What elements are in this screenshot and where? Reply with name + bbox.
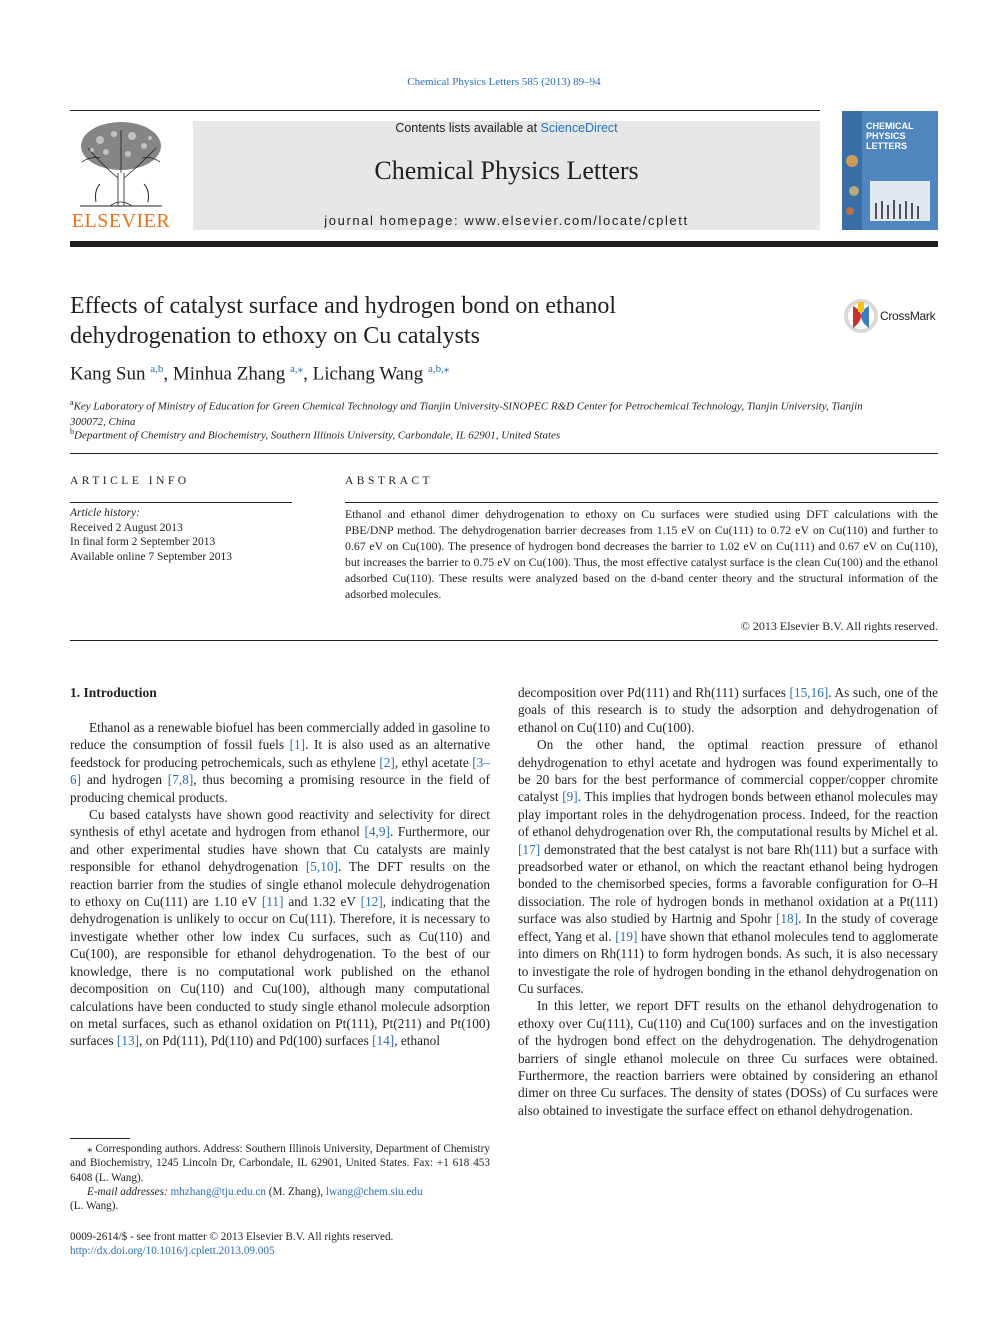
journal-homepage[interactable]: journal homepage: www.elsevier.com/locate/cplett	[324, 213, 689, 228]
left-column	[70, 719, 490, 1050]
intro-paragraph-2	[70, 806, 490, 1050]
citation-link[interactable]: [9]	[562, 789, 578, 805]
email-label: E-mail addresses:	[87, 1185, 168, 1198]
cover-title-line3: LETTERS	[866, 141, 908, 151]
paragraph-text: , on Pd(111), Pd(110) and Pd(100) surfaces	[139, 1033, 373, 1049]
contents-prefix: Contents lists available at	[395, 121, 541, 135]
abstract-text: Ethanol and ethanol dimer dehydrogenation to ethoxy on Cu surfaces were studied using DFT calculations with the PBE/DNP method. The dehydrogenation barrier decreases from 1.15 eV on Cu(111) to 0.72 eV on Cu(110) and further to 0.67 eV on Cu(100). The presence of hydrogen bond decreases the barrier to 1.02 eV on Cu(111) and 0.67 eV on Cu(110), but increases the barrier to 0.75 eV on Cu(100). Thus, the most effective catalyst surface is the clean Cu(100) and the ethanol adsorbed Cu(110). These results were analyzed based on the d-band center theory and the structural information of the adsorbed molecules.	[345, 507, 938, 601]
citation-link[interactable]: [17]	[518, 841, 541, 857]
intro-paragraph-1	[70, 719, 490, 806]
article-info-divider	[70, 502, 292, 503]
affiliation-a-marker: a	[70, 398, 74, 407]
author-affiliation-marker[interactable]: a,⁎	[290, 363, 304, 375]
citation-link[interactable]: [18]	[775, 911, 799, 927]
abstract-divider	[345, 502, 938, 503]
cover-title-line1: CHEMICAL	[866, 121, 914, 131]
paragraph-text: Cu based catalysts have shown good reactivity and selectivity for direct synthesis of ethyl acetate and hydrogen from ethanol	[70, 807, 490, 840]
abstract-copyright: © 2013 Elsevier B.V. All rights reserved.	[740, 619, 938, 633]
right-column	[518, 684, 938, 1119]
crossmark-icon[interactable]	[843, 298, 879, 334]
article-title-line1: Effects of catalyst surface and hydrogen bond on ethanol	[70, 293, 617, 319]
elsevier-wordmark: ELSEVIER	[71, 210, 171, 232]
citation-link[interactable]: [3–6]	[70, 754, 490, 788]
abstract-heading: ABSTRACT	[345, 475, 434, 487]
paragraph-text: . In the study of coverage effect, Yang et al.	[518, 911, 939, 944]
paragraph-text: . As such, one of the goals of this research is to study the adsorption and dehydrogenation of ethanol on Cu(110) and Cu(100).	[518, 685, 938, 735]
paragraph-text: , thus becoming a promising resource in the field of producing chemical products.	[70, 772, 490, 805]
author-affiliation-marker[interactable]: a,b,⁎	[427, 363, 450, 375]
footnote-star: ⁎	[87, 1143, 93, 1155]
author-affiliation-marker[interactable]: a,b	[150, 363, 164, 375]
intro-paragraph-4: In this letter, we report DFT results on the ethanol dehydrogenation to ethoxy over Cu(111), Cu(110) and Cu(100) surfaces and on the investigation of the hydrogen bond effect on the dehydrogenation. The dehydrogenation barriers of single ethanol molecule on three Cu surfaces were obtained. Furthermore, the reaction barriers were obtained by considering an ethanol dimer on three Cu surfaces. The density of states (DOSs) of Cu surfaces were also obtained to investigate the surface effect on ethanol dehydrogenation.	[518, 998, 938, 1118]
paragraph-text: , ethanol	[394, 1033, 441, 1049]
footnote	[70, 1142, 490, 1213]
email-link-zhang[interactable]: mhzhang@tju.edu.cn	[170, 1185, 266, 1198]
journal-cover-thumbnail[interactable]	[842, 111, 938, 230]
online-date: Available online 7 September 2013	[70, 550, 233, 563]
paragraph-text: . This implies that hydrogen bonds between ethanol molecules may play important roles in the dehydrogenation process. Indeed, for the reaction of ethanol dehydrogenation over Rh, the computational results by Michel et al.	[518, 789, 938, 840]
crossmark-label[interactable]: CrossMark	[880, 309, 936, 323]
citation-link[interactable]: [14]	[372, 1033, 395, 1049]
doi-link[interactable]: http://dx.doi.org/10.1016/j.cplett.2013.09.005	[70, 1245, 275, 1257]
email-addresses	[70, 1185, 490, 1199]
paragraph-text: , ethyl acetate	[394, 754, 473, 770]
paragraph-text: have shown that ethanol molecules tend to agglomerate into dimers on Rh(111) to form hydrogen bonds. As such, it is also necessary to investigate the role of hydrogen bonding in the ethanol dehydrogenation on Cu surfaces.	[518, 928, 938, 996]
introduction-heading: 1. Introduction	[70, 685, 157, 700]
affiliation-a-text: Key Laboratory of Ministry of Education for Green Chemical Technology and Tianjin University-SINOPEC R&D Center for Petrochemical Technology, Tianjin University, Tianjin 300072, China	[70, 400, 863, 428]
email1-owner: (M. Zhang),	[265, 1185, 326, 1198]
header-rule-bottom	[70, 241, 938, 247]
journal-title: Chemical Physics Letters	[374, 156, 639, 185]
paragraph-text: , indicating that the dehydrogenation is unlikely to occur on Cu(111). Therefore, it is necessary to investigate whether other low index Cu surfaces, such as Cu(110) and Cu(100), are responsible for ethanol dehydrogenation. To the best of our knowledge, there is no computational work published on the ethanol decomposition on Cu(110) and Cu(100), although many computational calculations have been conducted to study single ethanol molecule adsorption on metal surfaces, such as ethanol oxidation on Pt(111), Pt(211) and Pt(100) surfaces	[70, 894, 491, 1049]
contents-line	[193, 121, 820, 135]
paragraph-text: . The DFT results on the reaction barrier from the studies of single ethanol molecule dehydrogenation to ethoxy on Cu(111) are 1.10 eV	[70, 859, 490, 910]
citation-link[interactable]: [5,10]	[305, 859, 338, 875]
citation-link[interactable]: [15,16]	[789, 685, 829, 700]
issn-block	[70, 1230, 490, 1258]
citation-link[interactable]: [19]	[615, 928, 638, 944]
paragraph-text: On the other hand, the optimal reaction pressure of ethanol dehydrogenation to ethyl acetate and hydrogen was found experimentally to be 20 bars for the best performance of commercial copper/copper chromite catalyst	[518, 737, 938, 805]
author-list: Kang Sun $^{a,b}$, Minhua Zhang $^{a,⁎}$, Lichang Wang $^{a,b,⁎}$	[70, 363, 450, 385]
corresponding-author-note	[70, 1142, 490, 1185]
cover-title	[866, 121, 914, 151]
sciencedirect-link[interactable]: ScienceDirect	[540, 121, 618, 135]
affiliation-b-marker: b	[70, 427, 74, 436]
cover-title-line2: PHYSICS	[866, 131, 906, 141]
citation-link[interactable]: [11]	[261, 894, 284, 910]
citation-link[interactable]: [7,8]	[167, 772, 194, 788]
author-name: Minhua Zhang	[172, 363, 286, 385]
affiliation-b-text: Department of Chemistry and Biochemistry, Southern Illinois University, Carbondale, IL 62901, United States	[74, 429, 561, 442]
article-info-heading: ARTICLE INFO	[70, 475, 190, 487]
issn-line: 0009-2614/$ - see front matter © 2013 Elsevier B.V. All rights reserved.	[70, 1231, 394, 1243]
footnote-rule	[70, 1138, 130, 1139]
citation-link[interactable]: [12]	[360, 894, 383, 910]
paragraph-text: Ethanol as a renewable biofuel has been commercially added in gasoline to reduce the consumption of fossil fuels	[70, 720, 490, 753]
paragraph-text: and hydrogen	[81, 772, 168, 788]
author-name: Kang Sun	[70, 363, 146, 385]
article-history	[70, 506, 300, 564]
affiliation-divider	[70, 453, 938, 454]
revised-date: In final form 2 September 2013	[70, 536, 216, 548]
citation-link[interactable]: [4,9]	[364, 824, 390, 840]
citation-link[interactable]: [2]	[379, 754, 395, 770]
citation-link[interactable]: [1]	[289, 737, 306, 753]
abstract-bottom-divider	[70, 640, 938, 641]
affiliation-b	[70, 424, 890, 444]
citation-link[interactable]: [13]	[116, 1033, 140, 1049]
email-link-wang[interactable]: lwang@chem.siu.edu	[325, 1185, 423, 1198]
paragraph-text: decomposition over Pd(111) and Rh(111) surfaces	[518, 685, 790, 700]
paragraph-text: and 1.32 eV	[283, 894, 361, 910]
received-date: Received 2 August 2013	[70, 521, 183, 534]
article-title-line2: dehydrogenation to ethoxy on Cu catalysts	[70, 323, 480, 349]
intro-paragraph-2-continued	[518, 684, 938, 736]
intro-paragraph-3	[518, 736, 938, 997]
paragraph-text: demonstrated that the best catalyst is not bare Rh(111) but a surface with preadsorbed water or ethanol, on which the reactant ethanol being hydrogen bonded to the chemisorbed species, forms a favorable configuration for O–H dissociation. The role of hydrogen bonds in methanol oxidation at a Pt(111) surface was also studied by Hartnig and Spohr	[518, 841, 938, 927]
corresponding-author-text: Corresponding authors. Address: Southern Illinois University, Department of Chemistry and Biochemistry, 1245 Lincoln Dr, Carbondale, IL 62901, United States. Fax: +1 618 453 6408 (L. Wang).	[70, 1143, 490, 1184]
header-rule-top	[70, 110, 820, 111]
email2-owner: (L. Wang).	[70, 1200, 119, 1213]
author-name: Lichang Wang	[312, 363, 424, 385]
article-title	[70, 291, 810, 351]
paragraph-text: . It is also used as an alternative feedstock for producing petrochemicals, such as ethylene	[70, 737, 490, 770]
paragraph-text: . Furthermore, our and other experimental studies have shown that Cu catalysts are mainly responsible for ethanol dehydrogenation	[70, 824, 490, 875]
journal-reference[interactable]: Chemical Physics Letters 585 (2013) 89–94	[407, 76, 601, 88]
history-label: Article history:	[70, 507, 140, 519]
